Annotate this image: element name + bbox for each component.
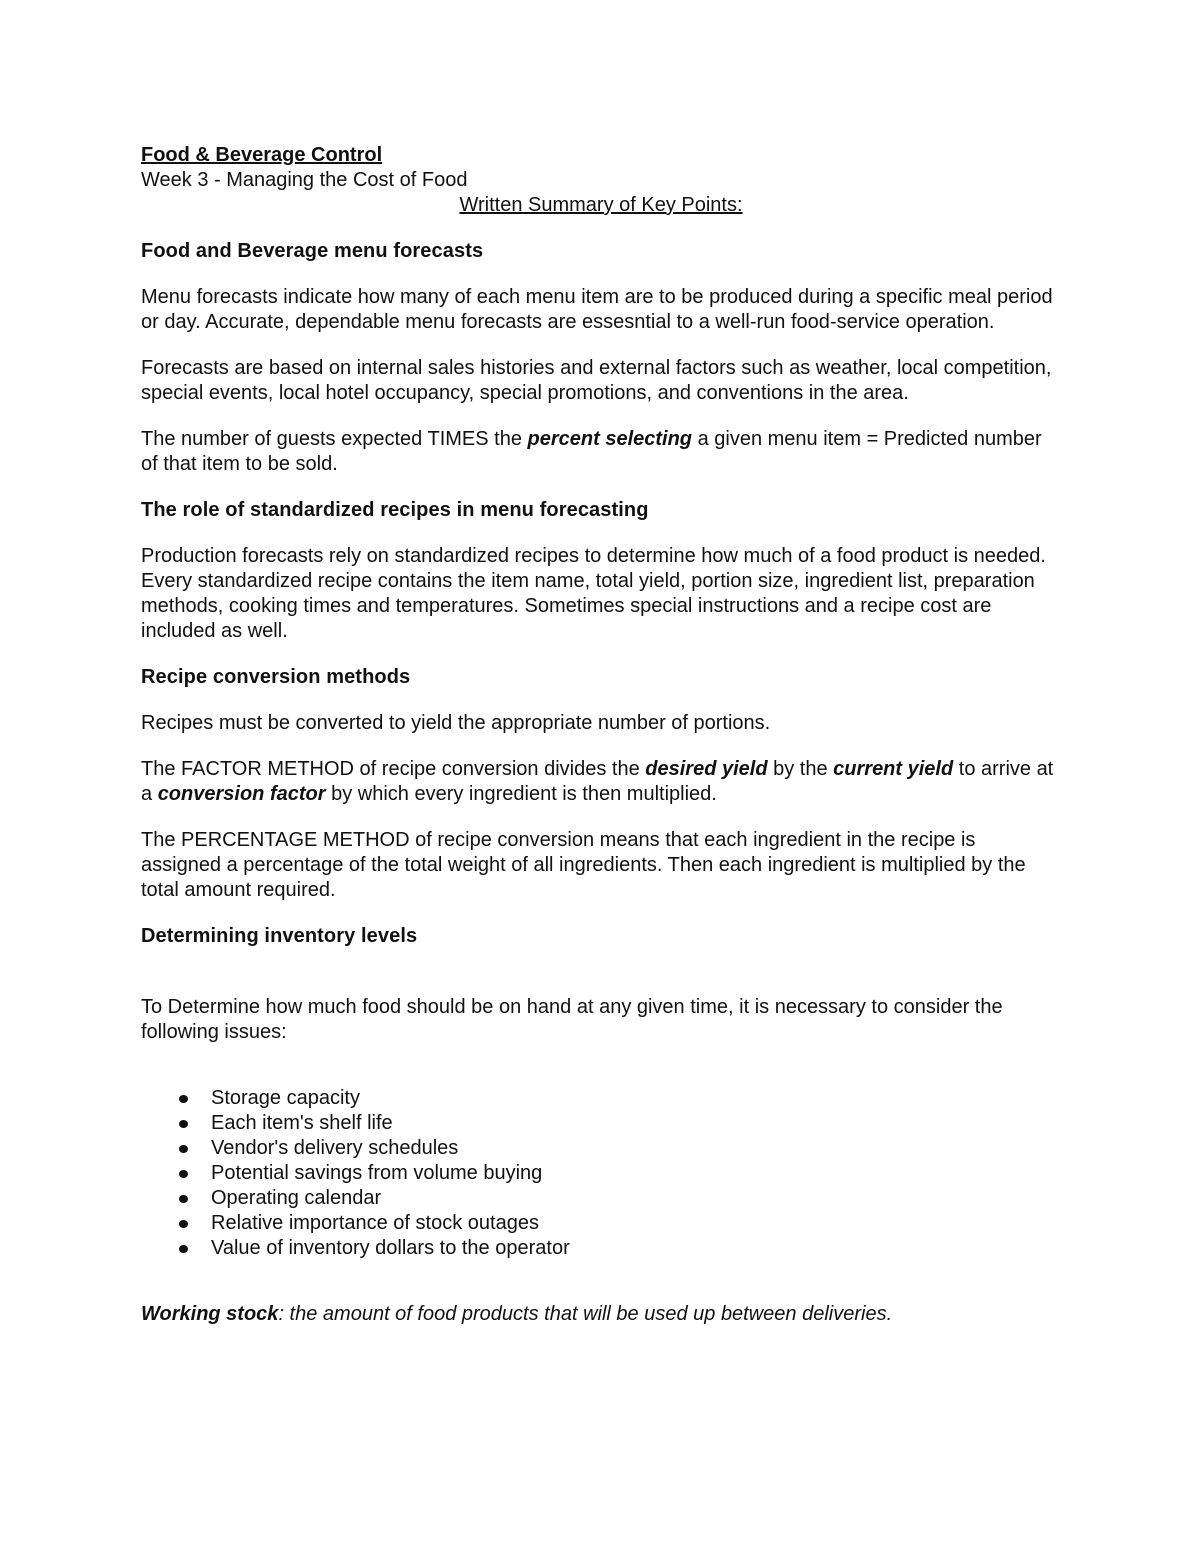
inventory-issues-list [141, 1086, 1061, 1261]
section-heading-recipes: The role of standardized recipes in menu forecasting [141, 499, 649, 521]
list-item-text: Vendor's delivery schedules [211, 1137, 459, 1159]
emphasis-percent-selecting: percent selecting [527, 428, 693, 450]
working-stock-term: Working stock [141, 1303, 279, 1325]
conversion-paragraph-3: The PERCENTAGE METHOD of recipe conversion means that each ingredient in the recipe is assigned a percentage of the total weight of all ingredients. Then each ingredient is multiplied by the total amount required. [141, 829, 1026, 901]
list-item [141, 1211, 1061, 1236]
list-item [141, 1086, 1061, 1111]
conversion-paragraph-2 [141, 757, 1061, 807]
list-item-text: Relative importance of stock outages [211, 1212, 539, 1234]
forecasts-paragraph-2: Forecasts are based on internal sales histories and external factors such as weather, local competition, special events, local hotel occupancy, special promotions, and conventions in the area. [141, 357, 1052, 404]
emphasis-conversion-factor: conversion factor [157, 783, 326, 805]
emphasis-desired-yield: desired yield [645, 758, 768, 780]
text-run: by which every ingredient is then multiplied. [325, 783, 717, 805]
section-heading-forecasts: Food and Beverage menu forecasts [141, 240, 484, 262]
text-run: by the [767, 758, 834, 780]
bullet-icon [179, 1145, 188, 1153]
section-heading-inventory: Determining inventory levels [141, 925, 418, 947]
conversion-paragraph-1: Recipes must be converted to yield the appropriate number of portions. [141, 712, 771, 734]
document-title: Food & Beverage Control [141, 144, 383, 166]
summary-label: Written Summary of Key Points: [459, 194, 743, 216]
list-item [141, 1136, 1061, 1161]
list-item-text: Potential savings from volume buying [211, 1162, 543, 1184]
bullet-icon [179, 1245, 188, 1253]
list-item-text: Each item's shelf life [211, 1112, 393, 1134]
text-run: The number of guests expected TIMES the [141, 428, 528, 450]
recipes-paragraph-1: Production forecasts rely on standardized recipes to determine how much of a food product is needed. Every standardized recipe contains the item name, total yield, portion size, ingredient list, preparation methods, cooking times and temperatures. Sometimes special instructions and a recipe cost are included as well. [141, 545, 1046, 642]
list-item-text: Value of inventory dollars to the operator [211, 1237, 570, 1259]
forecasts-paragraph-1: Menu forecasts indicate how many of each menu item are to be produced during a specific meal period or day. Accurate, dependable menu forecasts are essesntial to a well-run food-service operation. [141, 286, 1053, 333]
emphasis-current-yield: current yield [833, 758, 954, 780]
text-run: to arrive at a [141, 758, 1054, 805]
working-stock-definition [141, 1302, 1061, 1327]
working-stock-text: : the amount of food products that will be used up between deliveries. [278, 1303, 893, 1325]
list-item-text: Storage capacity [211, 1087, 360, 1109]
bullet-icon [179, 1120, 188, 1128]
bullet-icon [179, 1195, 188, 1203]
bullet-icon [179, 1095, 188, 1103]
bullet-icon [179, 1220, 188, 1228]
document-subtitle: Week 3 - Managing the Cost of Food [141, 169, 468, 191]
inventory-paragraph-1: To Determine how much food should be on hand at any given time, it is necessary to consider the following issues: [141, 996, 1003, 1043]
document-page [141, 143, 1061, 1327]
forecasts-paragraph-3 [141, 427, 1061, 477]
list-item-text: Operating calendar [211, 1187, 382, 1209]
list-item [141, 1186, 1061, 1211]
text-run: a given menu item = Predicted number of that item to be sold. [141, 428, 1042, 475]
text-run: The FACTOR METHOD of recipe conversion divides the [141, 758, 646, 780]
list-item [141, 1111, 1061, 1136]
section-heading-conversion: Recipe conversion methods [141, 666, 411, 688]
list-item [141, 1236, 1061, 1261]
list-item [141, 1161, 1061, 1186]
bullet-icon [179, 1170, 188, 1178]
